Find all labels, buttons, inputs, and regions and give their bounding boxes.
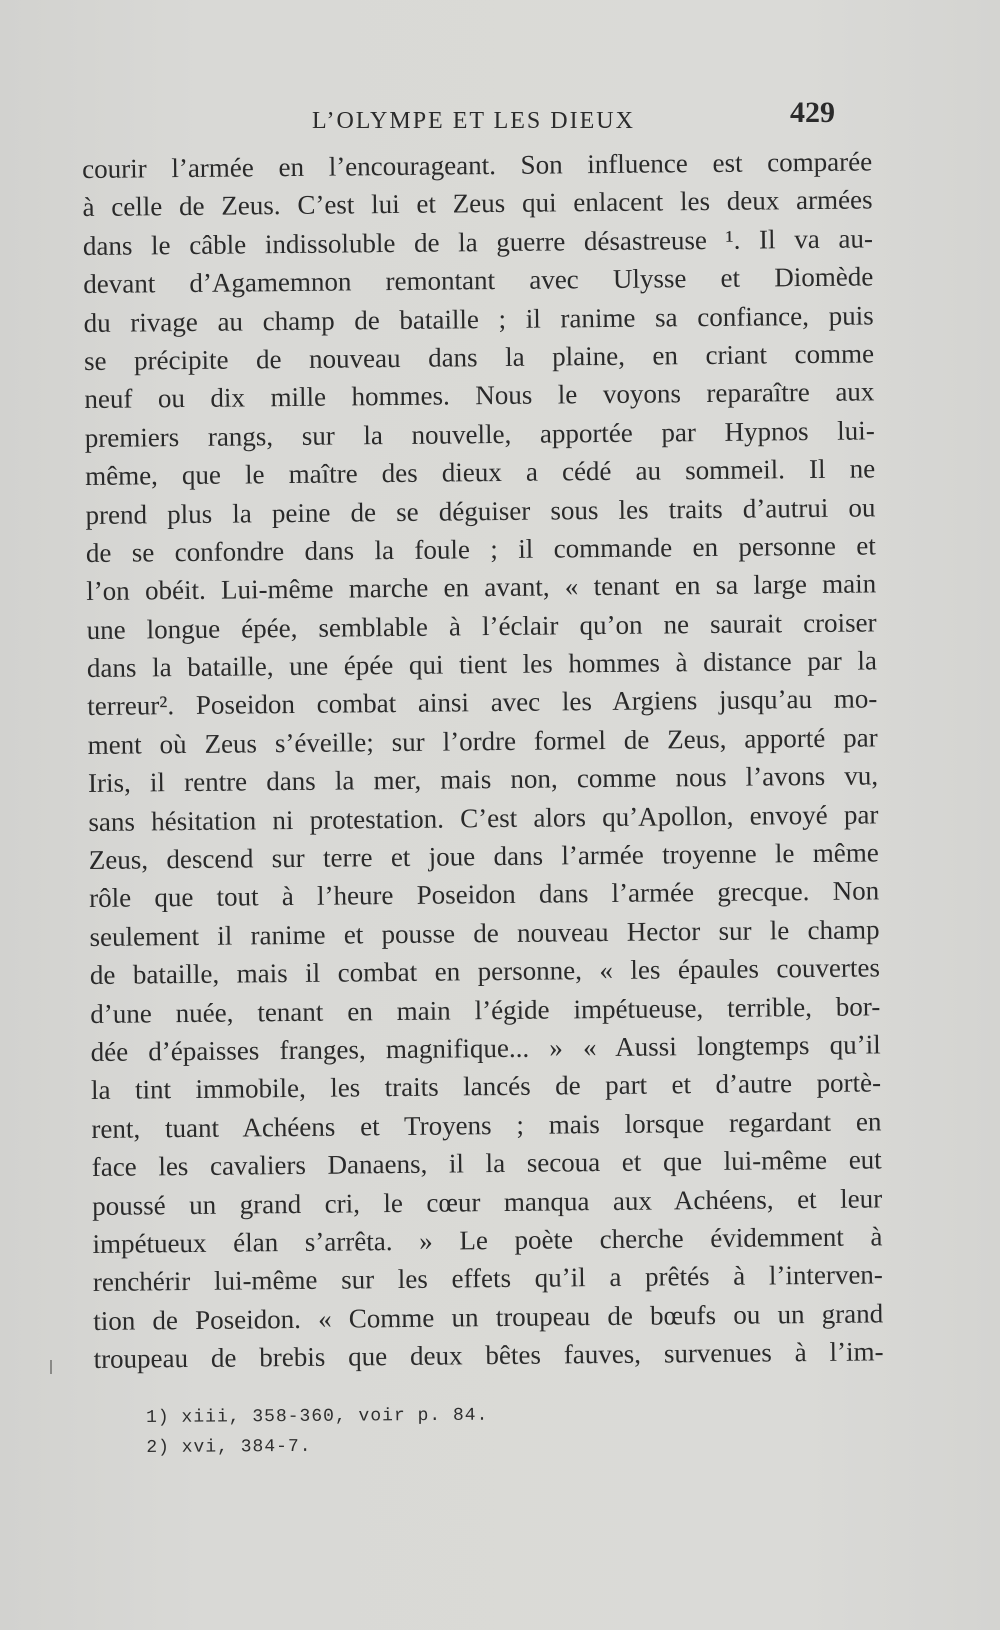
text-line: se précipite de nouveau dans la plaine, en criant comme [83, 338, 875, 376]
text-line: troupeau de brebis que deux bêtes fauves, survenues à l’im- [93, 1336, 884, 1375]
text-line: la tint immobile, les traits lancés de part et d’autre portè- [90, 1067, 882, 1106]
margin-mark [50, 1360, 52, 1374]
text-line: renchérir lui-même sur les effets qu’il a prêtés à l’interven- [92, 1259, 883, 1298]
page-number: 429 [790, 96, 835, 129]
text-line: impétueux élan s’arrêta. » Le poète cherche évidemment à [92, 1221, 883, 1259]
text-line: dans la bataille, une épée qui tient les hommes à distance par la [86, 645, 878, 684]
text-line: rôle que tout à l’heure Poseidon dans l’armée grecque. Non [89, 875, 880, 914]
text-line: devant d’Agamemnon remontant avec Ulysse et Diomède [83, 261, 874, 300]
text-line: poussé un grand cri, le cœur manqua aux Achéens, et leur [91, 1182, 883, 1221]
text-line: Zeus, descend sur terre et joue dans l’armée troyenne le même [88, 837, 879, 875]
text-line: une longue épée, semblable à l’éclair qu’on ne saurait croiser [86, 607, 877, 645]
text-line: de se confondre dans la foule ; il commande en personne et [85, 530, 876, 568]
text-line: face les cavaliers Danaens, il la secoua et que lui-même eut [91, 1144, 882, 1183]
text-line: premiers rangs, sur la nouvelle, apportée par Hypnos lui- [84, 415, 875, 453]
text-line: seulement il ranime et pousse de nouveau Hector sur le champ [89, 914, 880, 952]
text-line: Iris, il rentre dans la mer, mais non, comme nous l’avons vu, [87, 760, 879, 799]
running-head: L’OLYMPE ET LES DIEUX [312, 108, 635, 134]
text-line: dée d’épaisses franges, magnifique... » « Aussi longtemps qu’il [90, 1029, 881, 1067]
text-line: rent, tuant Achéens et Troyens ; mais lorsque regardant en [91, 1106, 882, 1144]
text-line: ment où Zeus s’éveille; sur l’ordre formel de Zeus, apporté par [87, 722, 878, 760]
text-line: à celle de Zeus. C’est lui et Zeus qui enlacent les deux armées [82, 184, 873, 223]
text-line: même, que le maître des dieux a cédé au sommeil. Il ne [84, 453, 876, 492]
text-line: terreur². Poseidon combat ainsi avec les Argiens jusqu’au mo- [87, 683, 878, 722]
text-line: dans le câble indissoluble de la guerre désastreuse ¹. Il va au- [82, 223, 874, 261]
text-line: d’une nuée, tenant en main l’égide impétueuse, terrible, bor- [90, 990, 881, 1029]
body-text [82, 142, 884, 1378]
text-line: de bataille, mais il combat en personne, « les épaules couvertes [89, 952, 881, 991]
text-line: sans hésitation ni protestation. C’est alors qu’Apollon, envoyé par [88, 799, 879, 837]
footnote: 2) xvi, 384-7. [146, 1436, 312, 1458]
text-line: tion de Poseidon. « Comme un troupeau de bœufs ou un grand [93, 1298, 884, 1336]
text-line: prend plus la peine de se déguiser sous les traits d’autrui ou [85, 491, 876, 530]
text-line: l’on obéit. Lui-même marche en avant, « tenant en sa large main [86, 568, 877, 607]
text-line: neuf ou dix mille hommes. Nous le voyons reparaître aux [84, 376, 875, 415]
text-line: courir l’armée en l’encourageant. Son influence est comparée [82, 146, 873, 184]
footnote: 1) xiii, 358-360, voir p. 84. [146, 1405, 489, 1428]
footnotes [146, 1401, 489, 1463]
text-line: du rivage au champ de bataille ; il ranime sa confiance, puis [83, 299, 874, 338]
